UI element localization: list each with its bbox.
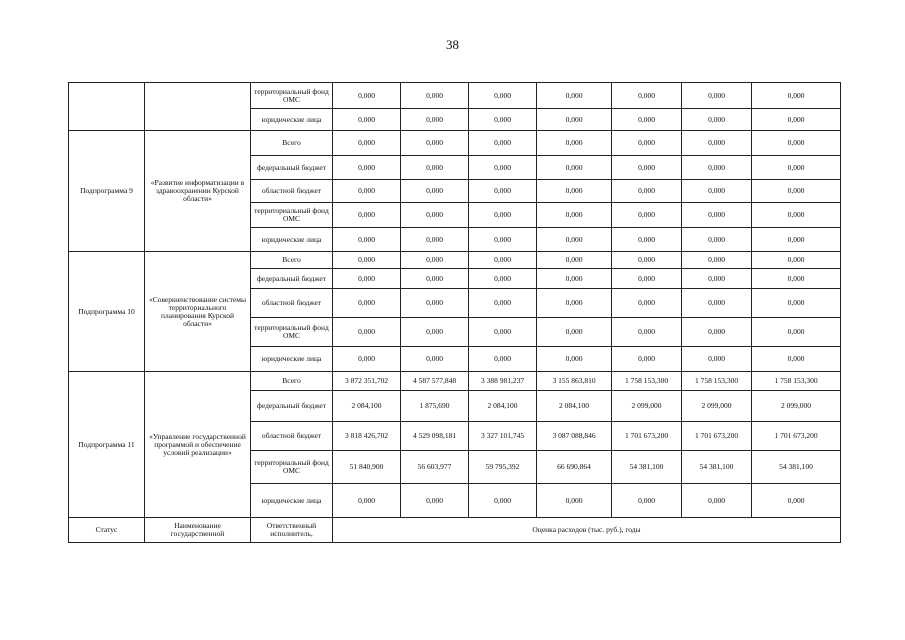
value-cell: 51 840,900 xyxy=(333,451,401,484)
value-cell: 0,000 xyxy=(469,156,537,180)
value-cell: 3 087 088,846 xyxy=(537,422,612,451)
value-cell: 0,000 xyxy=(333,228,401,252)
funding-source-cell: Всего xyxy=(251,131,333,156)
value-cell: 0,000 xyxy=(401,347,469,372)
value-cell: 0,000 xyxy=(333,484,401,518)
table-body xyxy=(69,83,841,543)
value-cell: 0,000 xyxy=(333,252,401,269)
value-cell: 2 099,000 xyxy=(612,391,682,422)
value-cell: 0,000 xyxy=(333,289,401,318)
value-cell: 0,000 xyxy=(401,484,469,518)
value-cell: 0,000 xyxy=(537,347,612,372)
status-cell-empty xyxy=(69,83,145,131)
funding-source-cell: юридические лица xyxy=(251,484,333,518)
value-cell: 0,000 xyxy=(469,228,537,252)
value-cell: 0,000 xyxy=(752,252,841,269)
value-cell: 1 758 153,300 xyxy=(752,372,841,391)
value-cell: 0,000 xyxy=(682,83,752,109)
value-cell: 0,000 xyxy=(401,318,469,347)
value-cell: 0,000 xyxy=(612,318,682,347)
value-cell: 0,000 xyxy=(469,109,537,131)
value-cell: 0,000 xyxy=(752,228,841,252)
value-cell: 0,000 xyxy=(682,252,752,269)
value-cell: 0,000 xyxy=(752,347,841,372)
funding-source-cell: Всего xyxy=(251,252,333,269)
value-cell: 0,000 xyxy=(612,252,682,269)
value-cell: 54 381,100 xyxy=(682,451,752,484)
value-cell: 0,000 xyxy=(469,180,537,203)
value-cell: 0,000 xyxy=(537,252,612,269)
value-cell: 0,000 xyxy=(612,228,682,252)
value-cell: 0,000 xyxy=(469,347,537,372)
funding-source-cell: юридические лица xyxy=(251,109,333,131)
table-row xyxy=(69,131,841,156)
page-number: 38 xyxy=(446,37,459,52)
value-cell: 0,000 xyxy=(752,484,841,518)
value-cell: 3 872 351,702 xyxy=(333,372,401,391)
value-cell: 0,000 xyxy=(333,109,401,131)
value-cell: 0,000 xyxy=(682,484,752,518)
value-cell: 3 327 101,745 xyxy=(469,422,537,451)
value-cell: 0,000 xyxy=(469,484,537,518)
header-name: Наименование государственной xyxy=(145,518,251,543)
value-cell: 4 587 577,848 xyxy=(401,372,469,391)
value-cell: 0,000 xyxy=(333,347,401,372)
value-cell: 0,000 xyxy=(333,131,401,156)
value-cell: 3 388 981,237 xyxy=(469,372,537,391)
value-cell: 0,000 xyxy=(401,203,469,228)
value-cell: 0,000 xyxy=(752,83,841,109)
value-cell: 0,000 xyxy=(682,109,752,131)
value-cell: 0,000 xyxy=(537,228,612,252)
value-cell: 0,000 xyxy=(401,131,469,156)
value-cell: 0,000 xyxy=(469,131,537,156)
value-cell: 1 758 153,300 xyxy=(682,372,752,391)
name-cell-empty xyxy=(145,83,251,131)
value-cell: 0,000 xyxy=(469,203,537,228)
value-cell: 0,000 xyxy=(469,83,537,109)
funding-source-cell: территориальный фонд ОМС xyxy=(251,203,333,228)
value-cell: 1 701 673,200 xyxy=(682,422,752,451)
value-cell: 0,000 xyxy=(333,83,401,109)
value-cell: 0,000 xyxy=(401,156,469,180)
value-cell: 0,000 xyxy=(469,252,537,269)
value-cell: 3 818 426,702 xyxy=(333,422,401,451)
table-row xyxy=(69,83,841,109)
value-cell: 54 381,100 xyxy=(612,451,682,484)
subprogram-name-cell: «Развитие информатизации в здравоохранении Курской области» xyxy=(145,131,251,252)
value-cell: 0,000 xyxy=(612,289,682,318)
value-cell: 0,000 xyxy=(752,156,841,180)
subprogram-status-cell: Подпрограмма 9 xyxy=(69,131,145,252)
value-cell: 1 701 673,200 xyxy=(612,422,682,451)
value-cell: 0,000 xyxy=(612,83,682,109)
value-cell: 59 795,392 xyxy=(469,451,537,484)
value-cell: 1 758 153,300 xyxy=(612,372,682,391)
value-cell: 0,000 xyxy=(682,269,752,289)
header-estimate: Оценка расходов (тыс. руб.), годы xyxy=(333,518,841,543)
table-row xyxy=(69,252,841,269)
value-cell: 56 603,977 xyxy=(401,451,469,484)
funding-source-cell: федеральный бюджет xyxy=(251,269,333,289)
value-cell: 0,000 xyxy=(682,318,752,347)
subprogram-status-cell: Подпрограмма 10 xyxy=(69,252,145,372)
value-cell: 0,000 xyxy=(612,484,682,518)
value-cell: 0,000 xyxy=(612,347,682,372)
funding-source-cell: юридические лица xyxy=(251,228,333,252)
value-cell: 0,000 xyxy=(537,156,612,180)
value-cell: 54 381,100 xyxy=(752,451,841,484)
value-cell: 0,000 xyxy=(537,318,612,347)
value-cell: 0,000 xyxy=(752,109,841,131)
funding-source-cell: территориальный фонд ОМС xyxy=(251,83,333,109)
value-cell: 0,000 xyxy=(537,203,612,228)
funding-source-cell: областной бюджет xyxy=(251,180,333,203)
value-cell: 0,000 xyxy=(537,484,612,518)
value-cell: 0,000 xyxy=(682,180,752,203)
funding-source-cell: областной бюджет xyxy=(251,422,333,451)
value-cell: 0,000 xyxy=(682,228,752,252)
value-cell: 0,000 xyxy=(612,131,682,156)
subprogram-name-cell: «Управление государственной программой и обеспечение условий реализации» xyxy=(145,372,251,518)
value-cell: 0,000 xyxy=(612,269,682,289)
value-cell: 0,000 xyxy=(682,289,752,318)
value-cell: 0,000 xyxy=(612,156,682,180)
value-cell: 0,000 xyxy=(752,318,841,347)
value-cell: 0,000 xyxy=(401,83,469,109)
header-executor: Ответственный исполнитель, xyxy=(251,518,333,543)
subprogram-status-cell: Подпрограмма 11 xyxy=(69,372,145,518)
value-cell: 0,000 xyxy=(682,156,752,180)
value-cell: 0,000 xyxy=(333,318,401,347)
table-row xyxy=(69,518,841,543)
value-cell: 0,000 xyxy=(469,318,537,347)
value-cell: 2 099,000 xyxy=(682,391,752,422)
value-cell: 0,000 xyxy=(333,180,401,203)
value-cell: 0,000 xyxy=(537,269,612,289)
value-cell: 0,000 xyxy=(537,131,612,156)
value-cell: 0,000 xyxy=(612,180,682,203)
value-cell: 0,000 xyxy=(537,180,612,203)
value-cell: 0,000 xyxy=(537,83,612,109)
funding-source-cell: территориальный фонд ОМС xyxy=(251,451,333,484)
value-cell: 0,000 xyxy=(401,109,469,131)
value-cell: 0,000 xyxy=(401,269,469,289)
value-cell: 0,000 xyxy=(537,289,612,318)
value-cell: 1 701 673,200 xyxy=(752,422,841,451)
value-cell: 0,000 xyxy=(401,180,469,203)
value-cell: 0,000 xyxy=(333,203,401,228)
header-status: Статус xyxy=(69,518,145,543)
subprogram-name-cell: «Совершенствование системы территориального планирования Курской области» xyxy=(145,252,251,372)
value-cell: 0,000 xyxy=(752,180,841,203)
value-cell: 0,000 xyxy=(401,289,469,318)
value-cell: 2 099,000 xyxy=(752,391,841,422)
value-cell: 3 155 863,810 xyxy=(537,372,612,391)
value-cell: 0,000 xyxy=(469,269,537,289)
value-cell: 0,000 xyxy=(752,203,841,228)
table-row xyxy=(69,372,841,391)
value-cell: 0,000 xyxy=(469,289,537,318)
funding-source-cell: федеральный бюджет xyxy=(251,156,333,180)
value-cell: 1 875,690 xyxy=(401,391,469,422)
funding-source-cell: юридические лица xyxy=(251,347,333,372)
value-cell: 0,000 xyxy=(612,109,682,131)
value-cell: 0,000 xyxy=(401,228,469,252)
value-cell: 0,000 xyxy=(333,156,401,180)
funding-source-cell: федеральный бюджет xyxy=(251,391,333,422)
value-cell: 0,000 xyxy=(682,131,752,156)
value-cell: 0,000 xyxy=(752,289,841,318)
value-cell: 0,000 xyxy=(752,269,841,289)
value-cell: 2 084,100 xyxy=(333,391,401,422)
value-cell: 0,000 xyxy=(752,131,841,156)
value-cell: 0,000 xyxy=(682,347,752,372)
value-cell: 66 690,864 xyxy=(537,451,612,484)
funding-source-cell: территориальный фонд ОМС xyxy=(251,318,333,347)
value-cell: 4 529 098,181 xyxy=(401,422,469,451)
funding-source-cell: Всего xyxy=(251,372,333,391)
value-cell: 0,000 xyxy=(537,109,612,131)
value-cell: 0,000 xyxy=(333,269,401,289)
value-cell: 0,000 xyxy=(401,252,469,269)
funding-source-cell: областной бюджет xyxy=(251,289,333,318)
value-cell: 2 084,100 xyxy=(469,391,537,422)
value-cell: 0,000 xyxy=(682,203,752,228)
budget-table xyxy=(68,82,841,543)
value-cell: 0,000 xyxy=(612,203,682,228)
value-cell: 2 084,100 xyxy=(537,391,612,422)
